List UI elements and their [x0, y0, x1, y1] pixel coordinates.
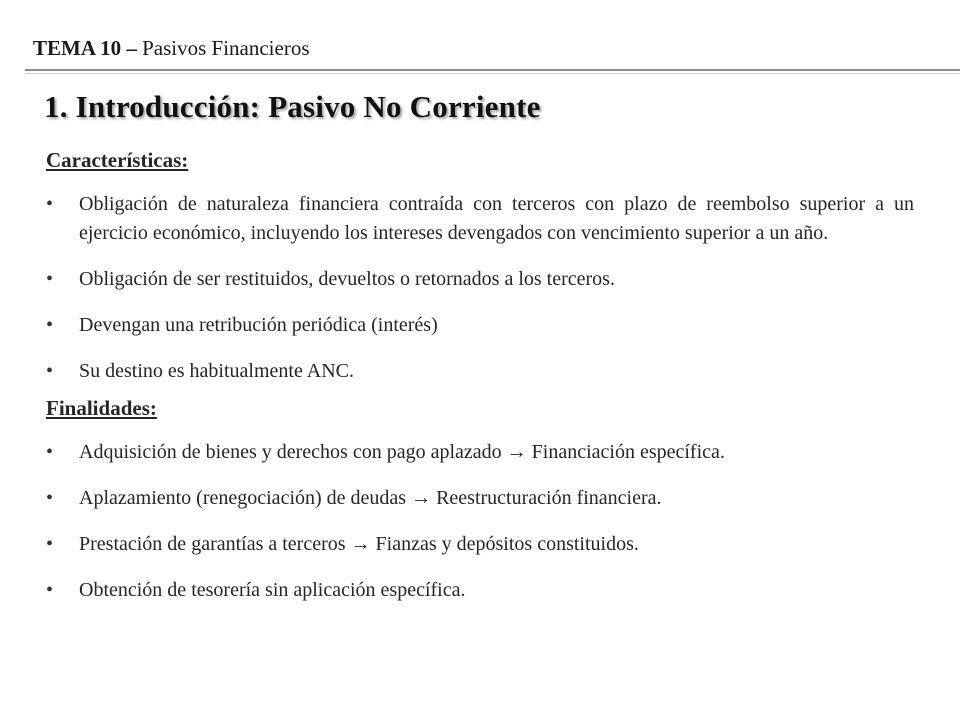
- section-heading-finalidades: Finalidades:: [46, 396, 157, 420]
- list-item: [46, 484, 914, 513]
- bullet-icon: •: [46, 441, 54, 463]
- bullet-icon: •: [46, 314, 54, 336]
- list-item-text: Aplazamiento (renegociación) de deudas → Reestructuración financiera.: [79, 487, 662, 509]
- section-heading-caracteristicas: Características:: [46, 148, 189, 172]
- slide-body: [46, 146, 914, 605]
- list-item: [46, 438, 914, 467]
- bullet-icon: •: [46, 268, 54, 290]
- list-item-text: Obligación de ser restituidos, devueltos o retornados a los terceros.: [79, 268, 615, 290]
- list-item: [46, 530, 914, 559]
- list-item-text: Su destino es habitualmente ANC.: [79, 360, 354, 382]
- list-item: [46, 265, 914, 294]
- topic-number: TEMA 10 –: [33, 36, 137, 60]
- list-item-text: Prestación de garantías a terceros → Fianzas y depósitos constituidos.: [79, 533, 639, 555]
- header-divider: [25, 69, 960, 71]
- list-item: [46, 357, 914, 386]
- header-divider-shadow: [25, 73, 960, 74]
- list-item-text: Devengan una retribución periódica (interés): [79, 314, 438, 336]
- list-item-text: Obligación de naturaleza financiera contraída con terceros con plazo de reembolso superior a un ejercicio económico, incluyendo los intereses devengados con vencimiento superior a un año.: [79, 193, 914, 244]
- bullet-list-finalidades: [46, 438, 914, 605]
- list-item: [46, 190, 914, 248]
- bullet-icon: •: [46, 579, 54, 601]
- bullet-icon: •: [46, 193, 54, 215]
- bullet-list-caracteristicas: [46, 190, 914, 386]
- bullet-icon: •: [46, 360, 54, 382]
- slide-header: [33, 35, 310, 61]
- list-item: [46, 311, 914, 340]
- bullet-icon: •: [46, 533, 54, 555]
- bullet-icon: •: [46, 487, 54, 509]
- topic-name: Pasivos Financieros: [136, 36, 310, 60]
- list-item-text: Obtención de tesorería sin aplicación específica.: [79, 579, 466, 601]
- list-item-text: Adquisición de bienes y derechos con pago aplazado → Financiación específica.: [79, 441, 725, 463]
- list-item: [46, 576, 914, 605]
- slide-title: 1. Introducción: Pasivo No Corriente: [44, 89, 541, 124]
